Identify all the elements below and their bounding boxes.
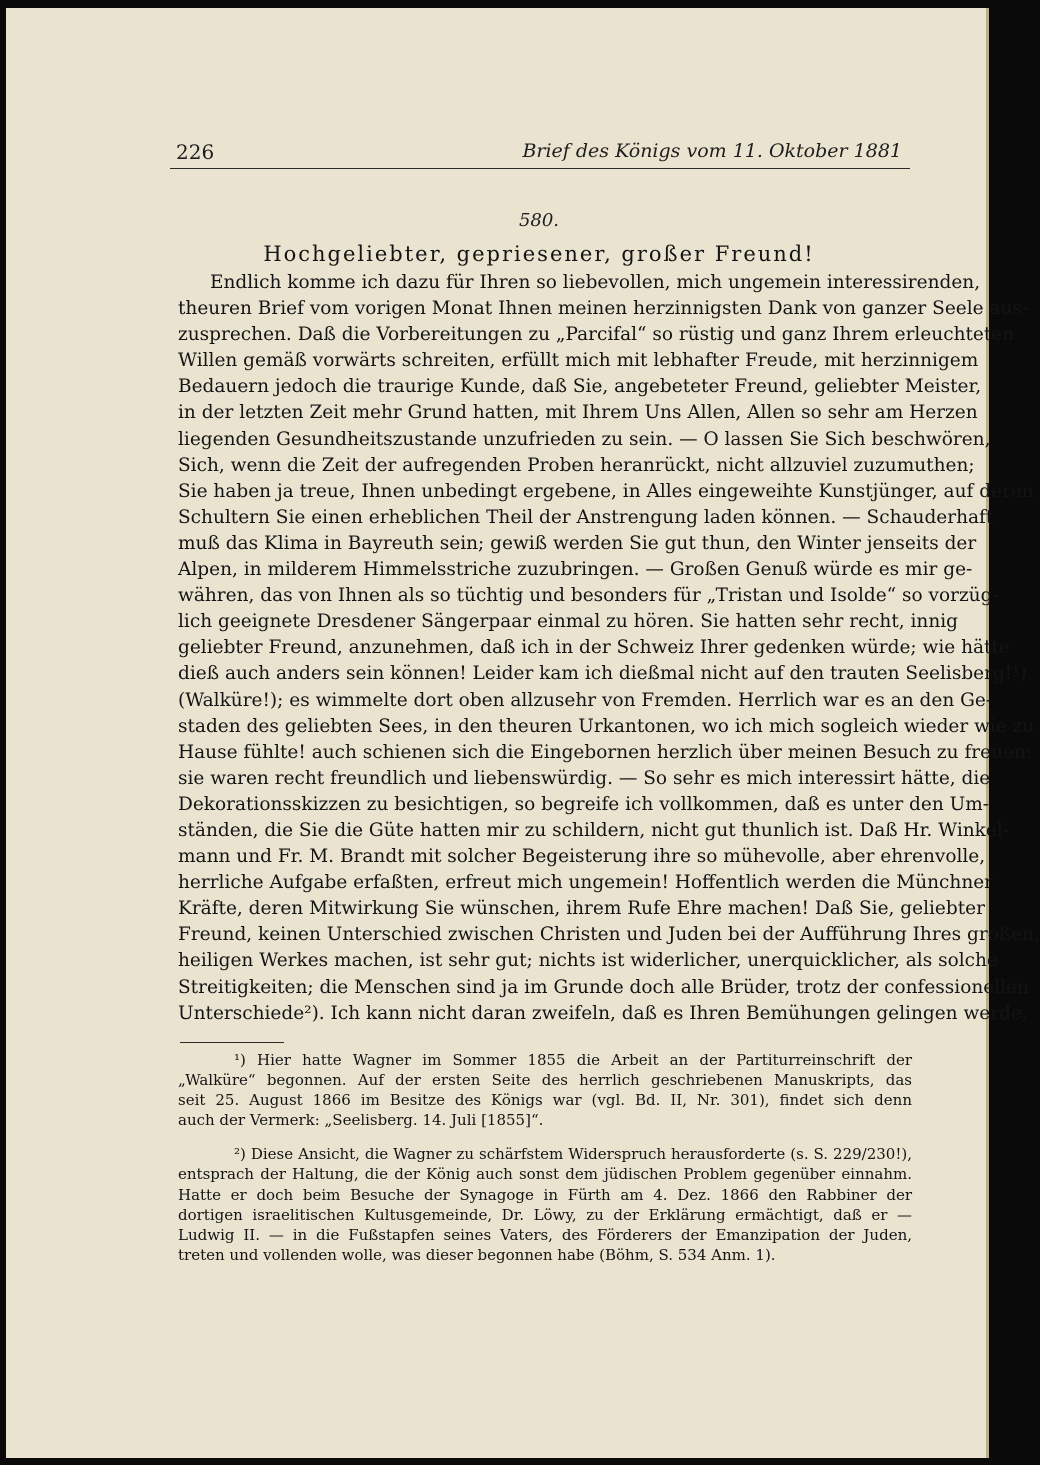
text-line: in der letzten Zeit mehr Grund hatten, mit Ihrem Uns Allen, Allen so sehr am Herzen [178,402,978,424]
footnote-line: auch der Vermerk: „Seelisberg. 14. Juli [1855]“. [178,1111,544,1130]
text-line: Streitigkeiten; die Menschen sind ja im Grunde doch alle Brüder, trotz der confessionellen [178,976,1029,998]
text-line: Sie haben ja treue, Ihnen unbedingt ergebene, in Alles eingeweihte Kunstjünger, auf deren [178,480,1034,502]
text-line: theuren Brief vom vorigen Monat Ihnen meinen herzinnigsten Dank von ganzer Seele aus- [178,298,1029,320]
text-line: mann und Fr. M. Brandt mit solcher Begeisterung ihre so mühevolle, aber ehrenvolle, [178,846,986,868]
text-line: heiligen Werkes machen, ist sehr gut; nichts ist widerlicher, unerquicklicher, als solche [178,950,998,972]
salutation: Hochgeliebter, gepriesener, großer Freund! [263,242,815,266]
text-line: geliebter Freund, anzunehmen, daß ich in der Schweiz Ihrer gedenken würde; wie hätte [178,637,1010,659]
text-line: währen, das von Ihnen als so tüchtig und besonders für „Tristan und Isolde“ so vorzüg- [178,585,999,607]
text-line: Bedauern jedoch die traurige Kunde, daß Sie, angebeteter Freund, geliebter Meister, [178,376,982,398]
letter-number: 580. [518,210,560,231]
text-line: Freund, keinen Unterschied zwischen Christen und Juden bei der Aufführung Ihres großen, [178,924,1040,946]
letter-body [178,270,1040,1027]
text-line: sie waren recht freundlich und liebenswürdig. — So sehr es mich interessirt hätte, die [178,767,991,789]
book-page [6,8,1040,1458]
footnote-line: „Walküre“ begonnen. Auf der ersten Seite des herrlich geschriebenen Manuskripts, das [178,1071,912,1090]
footnote-spacer [178,1130,912,1144]
text-line: Sich, wenn die Zeit der aufregenden Proben heranrückt, nicht allzuviel zuzumuthen; [178,454,975,476]
text-line: Dekorationsskizzen zu besichtigen, so begreife ich vollkommen, daß es unter den Um- [178,793,990,815]
footnotes [178,1050,912,1265]
text-line: staden des geliebten Sees, in den theuren Urkantonen, wo ich mich sogleich wieder wie zu [178,715,1035,737]
text-line: Hause fühlte! auch schienen sich die Eingebornen herzlich über meinen Besuch zu freuen: [178,741,1033,763]
text-line: Endlich komme ich dazu für Ihren so liebevollen, mich ungemein interessirenden, [210,272,981,293]
footnote-line: ¹) Hier hatte Wagner im Sommer 1855 die Arbeit an der Partiturreinschrift der [234,1051,912,1069]
footnote-line: Ludwig II. — in die Fußstapfen seines Vaters, des Förderers der Emanzipation der Juden, [178,1225,912,1244]
text-line: liegenden Gesundheitszustande unzufrieden zu sein. — O lassen Sie Sich beschwören, [178,428,991,450]
footnote-line: treten und vollenden wolle, was dieser begonnen habe (Böhm, S. 534 Anm. 1). [178,1245,776,1264]
text-line: ständen, die Sie die Güte hatten mir zu schildern, nicht gut thunlich ist. Daß Hr. Winkel- [178,819,1010,841]
text-line: Kräfte, deren Mitwirkung Sie wünschen, ihrem Rufe Ehre machen! Daß Sie, geliebter [178,898,985,920]
text-line: Alpen, in milderem Himmelsstriche zuzubringen. — Großen Genuß würde es mir ge- [178,559,973,581]
text-line: (Walküre!); es wimmelte dort oben allzusehr von Fremden. Herrlich war es an den Ge- [178,689,993,711]
footnote-line: ²) Diese Ansicht, die Wagner zu schärfstem Widerspruch herausforderte (s. S. 229/230!), [234,1145,912,1164]
footnote-line: Hatte er doch beim Besuche der Synagoge in Fürth am 4. Dez. 1866 den Rabbiner der [178,1185,912,1204]
footnote-line: entsprach der Haltung, die der König auch sonst dem jüdischen Problem gegenüber einnahm. [178,1165,912,1184]
text-line: Willen gemäß vorwärts schreiten, erfüllt mich mit lebhafter Freude, mit herzinnigem [178,350,979,372]
page-number: 226 [176,140,215,164]
footnote-line: dortigen israelitischen Kultusgemeinde, Dr. Löwy, zu der Erklärung ermächtigt, daß er — [178,1205,912,1224]
text-line: Schultern Sie einen erheblichen Theil der Anstrengung laden können. — Schauderhaft [178,506,994,528]
text-line: muß das Klima in Bayreuth sein; gewiß werden Sie gut thun, den Winter jenseits der [178,532,977,554]
footnote-divider [180,1042,284,1043]
running-title: Brief des Königs vom 11. Oktober 1881 [522,140,902,162]
text-line: dieß auch anders sein können! Leider kam ich dießmal nicht auf den trauten Seelisberg!¹) [178,663,1027,685]
footnote-line: seit 25. August 1866 im Besitze des Königs war (vgl. Bd. II, Nr. 301), findet sich denn [178,1091,912,1110]
text-line: zusprechen. Daß die Vorbereitungen zu „Parcifal“ so rüstig und ganz Ihrem erleuchteten [178,324,1015,346]
text-line: Unterschiede²). Ich kann nicht daran zweifeln, daß es Ihren Bemühungen gelingen werde, [178,1002,1028,1024]
text-line: lich geeignete Dresdener Sängerpaar einmal zu hören. Sie hatten sehr recht, innig [178,611,959,633]
page-header [170,138,910,169]
text-line: herrliche Aufgabe erfaßten, erfreut mich ungemein! Hoffentlich werden die Münchner [178,872,994,894]
